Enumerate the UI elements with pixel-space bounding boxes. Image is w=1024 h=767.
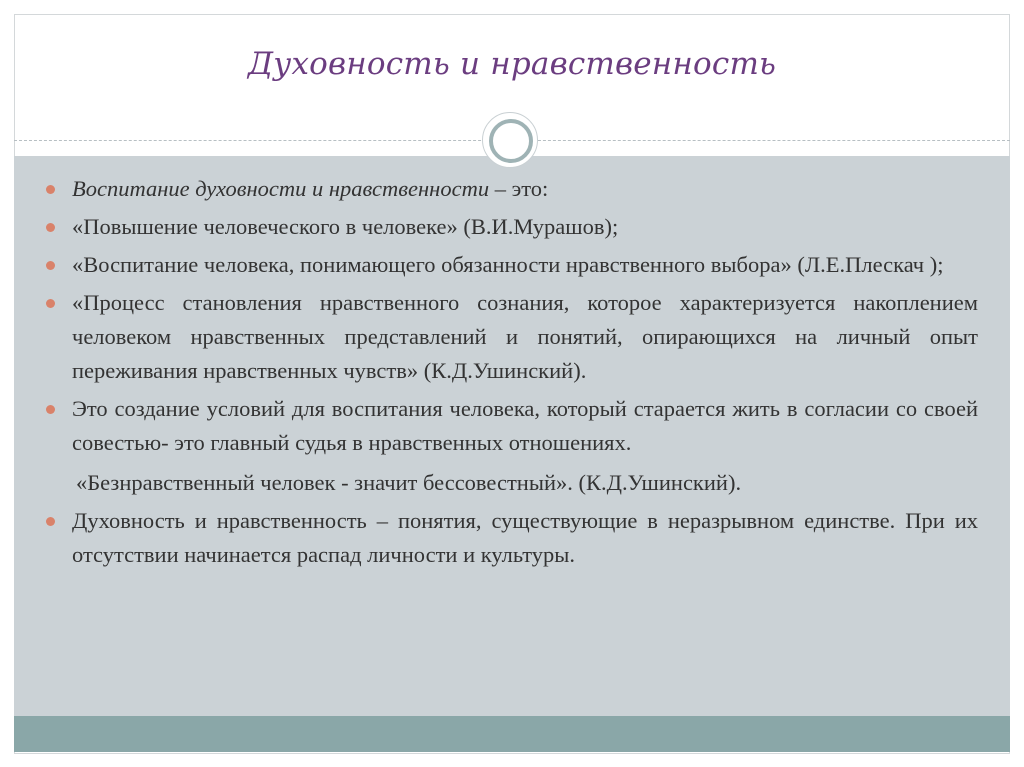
list-item [46,172,978,206]
list-item [46,210,978,244]
circle-ornament-icon [482,112,538,168]
list-item [46,248,978,282]
list-item-text: «Воспитание человека, понимающего обязанности нравственного выбора» (Л.Е.Плескач ); [72,252,944,277]
list-item [46,392,978,460]
bullet-dot-icon [46,299,55,308]
bullet-dot-icon [46,261,55,270]
list-item-text: «Процесс становления нравственного сознания, которое характеризуется накоплением человеком нравственных представлений и понятий, опирающихся на личный опыт переживания нравственных чувств» (К.Д.Ушинский). [72,290,978,383]
list-item-text: Духовность и нравственность – понятия, существующие в неразрывном единстве. При их отсутствии начинается распад личности и культуры. [72,508,978,567]
bullet-dot-icon [46,517,55,526]
list-item-text: Это создание условий для воспитания человека, который старается жить в согласии со своей совестью- это главный судья в нравственных отношениях. [72,396,978,455]
list-item-text: «Повышение человеческого в человеке» (В.И.Мурашов); [72,214,619,239]
list-item [46,286,978,388]
bullet-dot-icon [46,185,55,194]
slide-title: Духовность и нравственность [247,46,777,82]
definition-heading-suffix: – это: [489,176,549,201]
bullet-dot-icon [46,405,55,414]
bullet-list [46,172,978,576]
bullet-dot-icon [46,223,55,232]
quote-text: «Безнравственный человек - значит бессовестный». (К.Д.Ушинский). [76,470,742,495]
definition-heading: Воспитание духовности и нравственности [72,176,490,201]
list-item [46,504,978,572]
bottom-band [14,716,1010,752]
